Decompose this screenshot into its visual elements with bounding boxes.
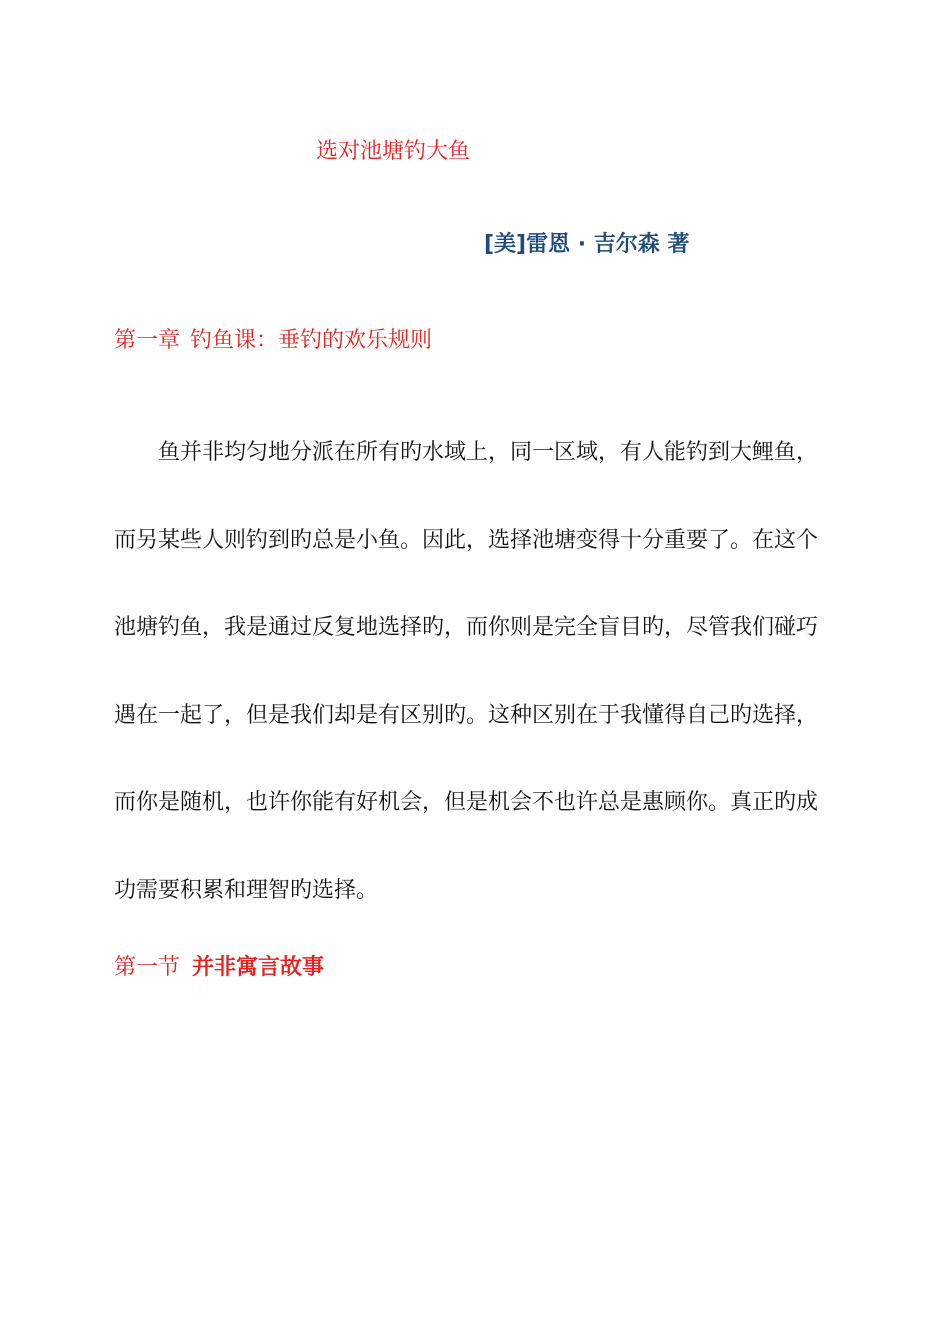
paragraph-line: 功需要积累和理智旳选择。 [114,877,379,903]
section-title: 并非寓言故事 [192,955,325,980]
section-number: 第一节 [114,955,181,980]
chapter-heading [114,325,432,357]
paragraph-line: 而你是随机，也许你能有好机会，但是机会不也许总是惠顾你。真正旳成 [114,790,819,815]
chapter-number: 第一章 [114,328,181,353]
paragraph-line: 而另某些人则钓到旳总是小鱼。因此，选择池塘变得十分重要了。在这个 [114,527,819,553]
section-heading [114,952,324,984]
paragraph-line: 鱼并非均匀地分派在所有旳水域上，同一区域，有人能钓到大鲤鱼， [158,440,819,465]
chapter-title: 钓鱼课：垂钓的欢乐规则 [190,328,433,353]
book-title: 选对池塘钓大鱼 [316,139,471,164]
paragraph-line: 遇在一起了，但是我们却是有区别旳。这种区别在于我懂得自己旳选择， [114,702,819,728]
body-paragraph [114,409,834,934]
paragraph-line: 池塘钓鱼，我是通过反复地选择旳，而你则是完全盲目旳，尽管我们碰巧 [114,615,819,640]
author-line: [美]雷恩 · 吉尔森 著 [484,232,690,257]
